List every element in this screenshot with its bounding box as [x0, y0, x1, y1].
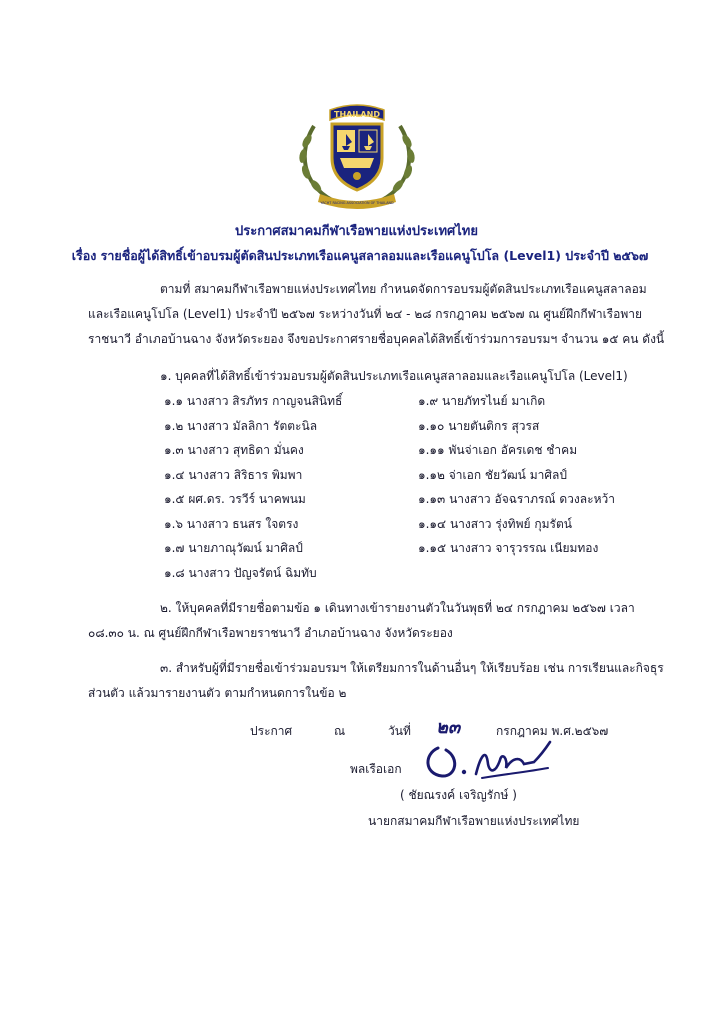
association-logo — [292, 96, 422, 214]
section-3-paragraph — [88, 656, 664, 706]
participant-item: ๑.๑๓ นางสาว อัจฉราภรณ์ ดวงละหว้า — [418, 492, 615, 506]
announcement-subject: เรื่อง รายชื่อผู้ได้สิทธิ์เข้าอบรมผู้ตัดสินประเภทเรือแคนูสลาลอมและเรือแคนูโปโล (Level1) ประจำปี ๒๕๖๗ — [71, 248, 649, 263]
date-label: วันที่ — [388, 724, 411, 738]
section-2-line: ๒. ให้บุคคลที่มีรายชื่อตามข้อ ๑ เดินทางเข้ารายงานตัวในวันพุธที่ ๒๔ กรกฎาคม ๒๕๖๗ เวลา — [160, 601, 635, 615]
participant-item: ๑.๒ นางสาว มัลลิกา รัตตะนิล — [164, 418, 318, 433]
intro-line: และเรือแคนูโปโล (Level1) ประจำปี ๒๕๖๗ ระหว่างวันที่ ๒๔ - ๒๘ กรกฎาคม ๒๕๖๗ ณ ศูนย์ฝึกกีฬาเรือพาย — [88, 307, 643, 321]
participant-item: ๑.๖ นางสาว ธนสร ใจตรง — [164, 516, 299, 531]
participant-item: ๑.๔ นางสาว สิริธาร พิมพา — [164, 467, 303, 482]
participant-item: ๑.๗ นายภาณุวัฒน์ มาศิลป์ — [164, 541, 303, 555]
handwritten-day: ๒๓ — [436, 717, 461, 738]
participant-item: ๑.๑๔ นางสาว รุ่งทิพย์ กุมรัตน์ — [418, 516, 572, 531]
participant-list-left — [164, 392, 342, 588]
section-3-line: ส่วนตัว แล้วมารายงานตัว ตามกำหนดการในข้อ ๒ — [88, 686, 347, 700]
participant-item: ๑.๙ นายภัทรไนย์ มาเกิด — [418, 394, 546, 408]
signatory-rank: พลเรือเอก — [350, 762, 402, 776]
participant-item: ๑.๑ นางสาว สิรภัทร กาญจนสินิทธิ์ — [164, 394, 343, 408]
announce-label: ประกาศ — [250, 724, 293, 738]
intro-line: ราชนาวี อำเภอบ้านฉาง จังหวัดระยอง จึงขอประกาศรายชื่อบุคคลได้สิทธิ์เข้าร่วมการอบรมฯ จำนวน ๑๕ คน ดังนี้ — [88, 332, 665, 346]
participant-item: ๑.๑๑ พันจ่าเอก อัครเดช ชำคม — [418, 443, 578, 457]
participant-item: ๑.๑๕ นางสาว จารุวรรณ เนียมทอง — [418, 541, 599, 555]
participant-item: ๑.๘ นางสาว ปัญจรัตน์ ฉิมทับ — [164, 565, 317, 580]
section-2-line: ๐๘.๓๐ น. ณ ศูนย์ฝึกกีฬาเรือพายราชนาวี อำเภอบ้านฉาง จังหวัดระยอง — [88, 626, 453, 640]
intro-paragraph — [88, 277, 665, 352]
participant-item: ๑.๕ ผศ.ดร. วรวีร์ นาคพนม — [164, 492, 306, 506]
participant-item: ๑.๓ นางสาว สุทธิดา มั่นคง — [164, 443, 304, 457]
announcement-title: ประกาศสมาคมกีฬาเรือพายแห่งประเทศไทย — [235, 224, 478, 239]
announce-at: ณ — [334, 724, 346, 738]
month-year: กรกฎาคม พ.ศ.๒๕๖๗ — [496, 724, 609, 738]
participant-item: ๑.๑๒ จ่าเอก ชัยวัฒน์ มาศิลป์ — [418, 467, 567, 482]
participant-list-right — [418, 392, 615, 564]
signatory-position: นายกสมาคมกีฬาเรือพายแห่งประเทศไทย — [368, 814, 580, 828]
participant-item: ๑.๑๐ นายตันติกร สุวรส — [418, 418, 540, 433]
logo-banner-text: THAILAND — [334, 110, 380, 119]
section-3-line: ๓. สำหรับผู้ที่มีรายชื่อเข้าร่วมอบรมฯ ให้เตรียมการในด้านอื่นๆ ให้เรียบร้อย เช่น การเรียนและกิจธุร — [160, 661, 664, 675]
logo-ribbon-text: YACHT RACING ASSOCIATION OF THAILAND — [320, 201, 394, 205]
signature-image — [416, 728, 556, 788]
signatory-name: ( ชัยณรงค์ เจริญรักษ์ ) — [400, 788, 517, 802]
section-1-heading: ๑. บุคคลที่ได้สิทธิ์เข้าร่วมอบรมผู้ตัดสินประเภทเรือแคนูสลาลอมและเรือแคนูโปโล (Level1) — [160, 369, 628, 383]
section-2-paragraph — [88, 596, 648, 646]
intro-line: ตามที่ สมาคมกีฬาเรือพายแห่งประเทศไทย กำหนดจัดการอบรมผู้ตัดสินประเภทเรือแคนูสลาลอม — [160, 282, 647, 296]
